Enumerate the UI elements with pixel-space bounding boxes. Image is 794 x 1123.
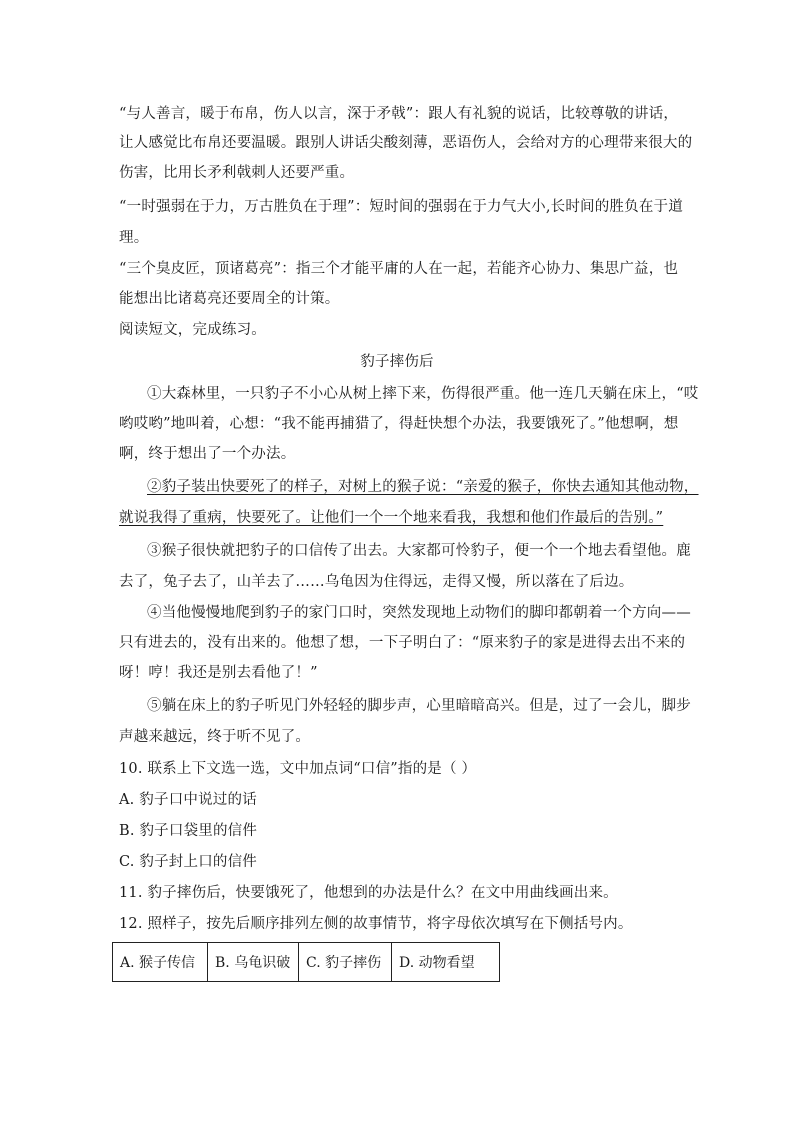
table-cell-a: A. 猴子传信 [113, 943, 208, 982]
paragraph-4-line-2: 只有进去的，没有出来的。他想了想，一下子明白了：“原来豹子的家是进得去出不来的 [119, 635, 686, 651]
paragraph-2-line-1: ②豹子装出快要死了的样子，对树上的猴子说：“亲爱的猴子，你快去通知其他动物， [147, 479, 699, 495]
proverb-3-line-2: 能想出比诸葛亮还要周全的计策。 [119, 291, 340, 307]
question-10-stem: 10. 联系上下文选一选，文中加点词“口信”指的是（ ） [119, 761, 477, 777]
plot-options-table [112, 942, 500, 982]
question-11: 11. 豹子摔伤后，快要饿死了，他想到的办法是什么？在文中用曲线画出来。 [119, 885, 618, 901]
paragraph-4-line-3: 呀！哼！我还是别去看他了！” [119, 665, 318, 681]
question-10-option-c: C. 豹子封上口的信件 [119, 854, 257, 870]
proverb-2-line-2: 理。 [119, 230, 149, 246]
table-row [113, 943, 500, 982]
story-title: 豹子摔伤后 [360, 354, 434, 370]
paragraph-3-line-2: 去了，兔子去了，山羊去了……乌龟因为住得远，走得又慢，所以落在了后边。 [119, 574, 634, 590]
paragraph-4-line-1: ④当他慢慢地爬到豹子的家门口时，突然发现地上动物们的脚印都朝着一个方向—— [147, 605, 691, 621]
reading-instruction: 阅读短文，完成练习。 [119, 322, 266, 338]
paragraph-5-line-2: 声越来越远，终于听不见了。 [119, 729, 311, 745]
question-12: 12. 照样子，按先后顺序排列左侧的故事情节，将字母依次填写在下侧括号内。 [119, 916, 633, 932]
question-10-option-b: B. 豹子口袋里的信件 [119, 823, 258, 839]
proverb-2-line-1: “一时强弱在于力，万古胜负在于理”：短时间的强弱在于力气大小,长时间的胜负在于道 [119, 199, 683, 215]
paragraph-5-line-1: ⑤躺在床上的豹子听见门外轻轻的脚步声，心里暗暗高兴。但是，过了一会儿，脚步 [147, 698, 691, 714]
paragraph-1-line-1: ①大森林里，一只豹子不小心从树上摔下来，伤得很严重。他一连几天躺在床上，“哎 [147, 386, 699, 402]
paragraph-1-line-3: 啊，终于想出了一个办法。 [119, 446, 296, 462]
table-cell-d: D. 动物看望 [392, 943, 500, 982]
proverb-1-line-2: 让人感觉比布帛还要温暖。跟别人讲话尖酸刻薄，恶语伤人，会给对方的心理带来很大的 [119, 135, 693, 151]
table-cell-b: B. 乌龟识破 [208, 943, 299, 982]
question-10-option-a: A. 豹子口中说过的话 [119, 792, 257, 808]
proverb-3-line-1: “三个臭皮匠，顶诸葛亮”：指三个才能平庸的人在一起，若能齐心协力、集思广益，也 [119, 261, 679, 277]
proverb-1-line-1: “与人善言，暖于布帛，伤人以言，深于矛戟”：跟人有礼貌的说话，比较尊敬的讲话， [119, 106, 679, 122]
proverb-1-line-3: 伤害，比用长矛利戟刺人还要严重。 [119, 165, 355, 181]
paragraph-2-line-2: 就说我得了重病，快要死了。让他们一个一个地来看我，我想和他们作最后的告别。” [119, 510, 664, 526]
table-cell-c: C. 豹子摔伤 [299, 943, 392, 982]
paragraph-3-line-1: ③猴子很快就把豹子的口信传了出去。大家都可怜豹子，便一个一个地去看望他。鹿 [147, 543, 691, 559]
paragraph-1-line-2: 哟哎哟”地叫着，心想：“我不能再捕猎了，得赶快想个办法，我要饿死了。”他想啊，想 [119, 416, 679, 432]
